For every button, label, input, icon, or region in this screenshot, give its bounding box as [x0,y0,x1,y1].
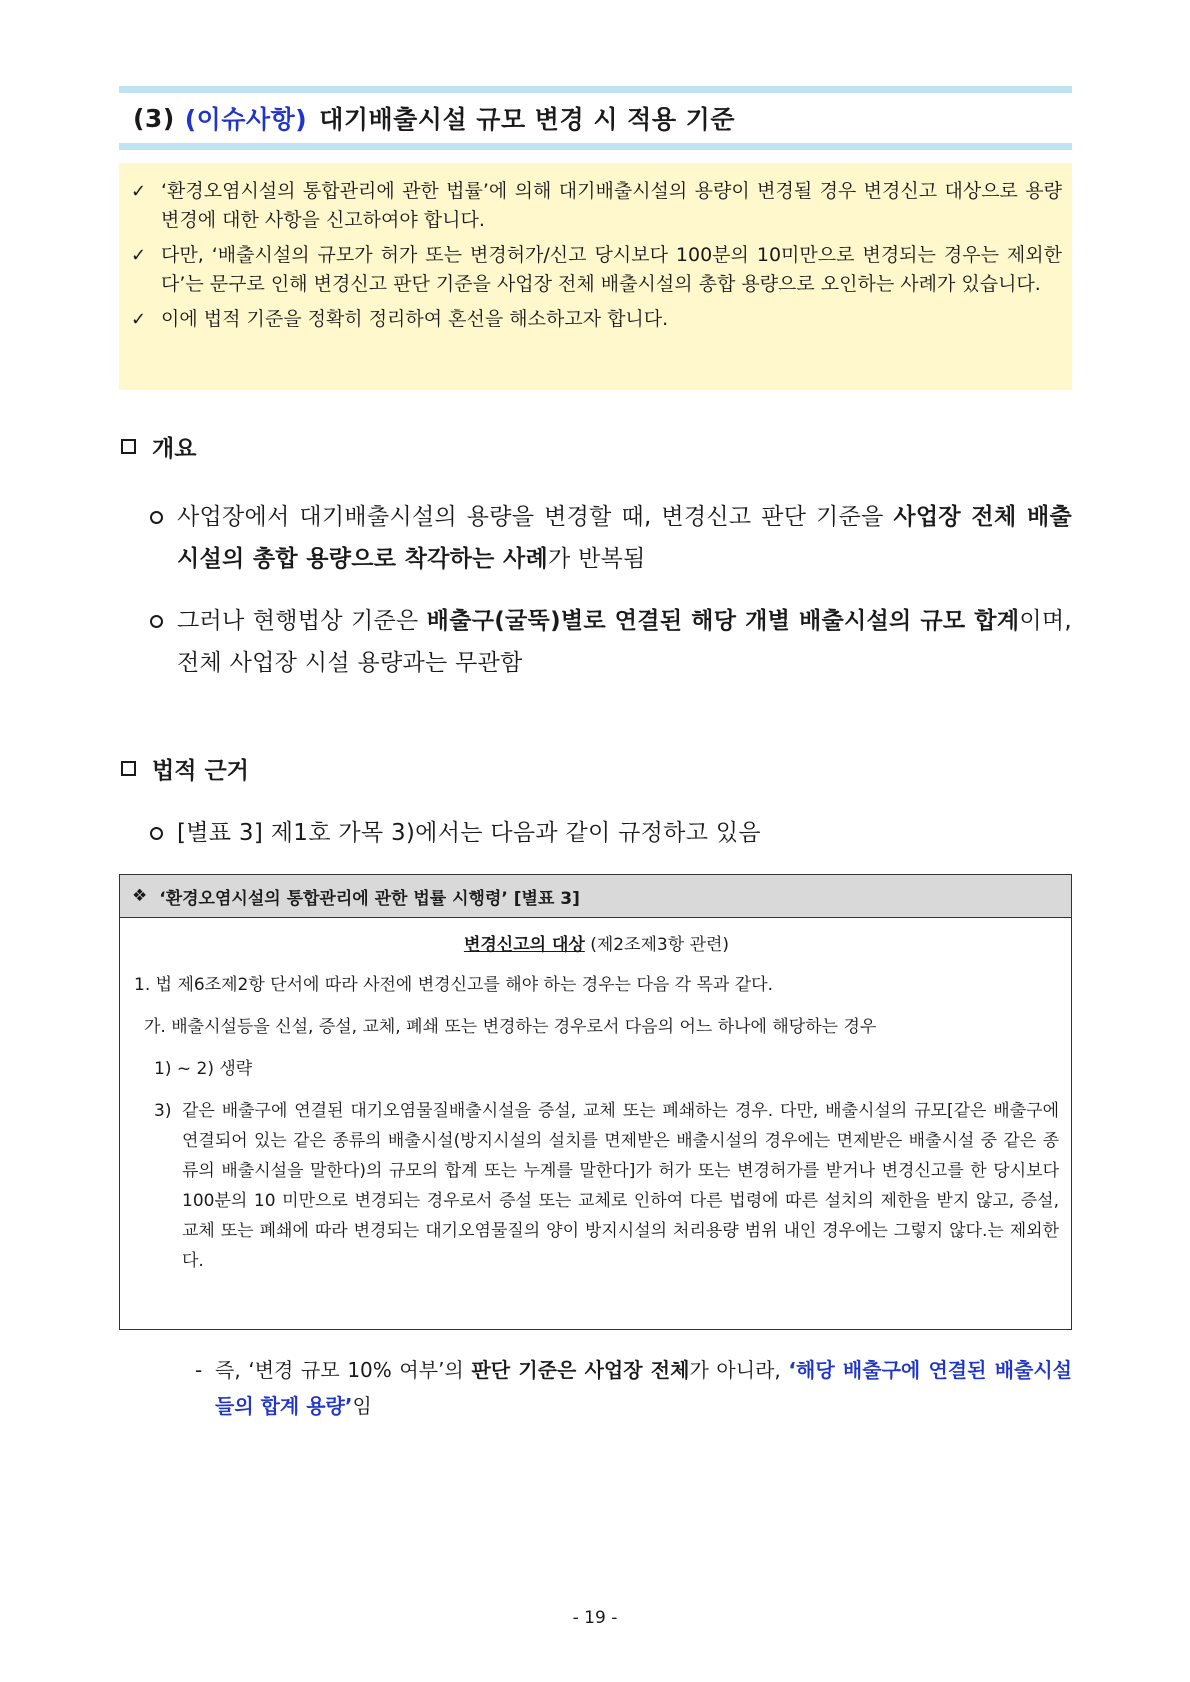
bold-text-run: 배출구(굴뚝)별로 연결된 해당 개별 배출시설의 규모 합계 [426,608,1020,634]
check-icon: ✓ [131,181,147,202]
diamond-icon: ❖ [132,886,148,906]
blue-bold-text-run: ‘해당 배출구에 연결된 배출시설들의 합계 용량’ [215,1358,1072,1418]
law-paragraph-text: 같은 배출구에 연결된 대기오염물질배출시설을 증설, 교체 또는 폐쇄하는 경우. 다만, 배출시설의 규모[같은 배출구에 연결되어 있는 같은 종류의 배출시설(방지시설의 설치를 면제받은 배출시설의 경우에는 면제받은 배출시설 중 같은 종류의 배출시설을 말한다)의 규모의 합계 또는 누계를 말한다]가 허가 또는 변경허가를 받거나 변경신고를 한 당시보다 100분의 10 미만으로 변경되는 경우로서 증설 또는 교체로 인하여 다른 법령에 따른 설치의 제한을 받지 않고, 증설, 교체 또는 폐쇄에 따라 변경되는 대기오염물질의 양이 방지시설의 처리용량 범위 내인 경우에는 그렇지 않다.는 제외한다. [182,1101,1059,1271]
check-icon: ✓ [131,245,147,266]
overview-bullet-text [177,496,1072,580]
legal-bullet-text: [별표 3] 제1호 가목 3)에서는 다음과 같이 규정하고 있음 [177,820,761,846]
bold-text-run: 사업장 전체 배출시설의 총합 용량으로 착각하는 사례 [177,504,1072,572]
law-box-body [120,918,1071,1276]
law-line-2: 가. 배출시설등을 신설, 증설, 교체, 폐쇄 또는 변경하는 경우로서 다음의 어느 하나에 해당하는 경우 [144,1017,877,1037]
law-paragraph-3 [134,1096,1059,1276]
legal-heading-text: 법적 근거 [152,758,249,784]
conclusion-note [195,1352,1072,1424]
law-box-header [120,875,1071,918]
title-text: 대기배출시설 규모 변경 시 적용 기준 [319,105,735,134]
title-number: (3) [133,103,175,133]
checkbox-square-icon [121,761,136,776]
legal-bullet [150,812,1072,854]
circle-bullet-icon [150,615,163,628]
section-title-bar [119,86,1072,150]
page-number: - 19 - [572,1608,618,1628]
text-run: 가 반복됨 [548,546,646,572]
overview-bullet-2 [150,600,1072,684]
law-excerpt-box [119,874,1072,1330]
summary-item [131,177,1062,235]
law-line-1: 1. 법 제6조제2항 단서에 따라 사전에 변경신고를 해야 하는 경우는 다음 각 목과 같다. [134,975,774,995]
summary-item [131,241,1062,299]
text-run: 이며, 전체 사업장 시설 용량과는 무관함 [177,608,1073,676]
law-box-header-text: ‘환경오염시설의 통합관리에 관한 법률 시행령’ [별표 3] [159,888,580,909]
title-bottom-rule [119,143,1072,150]
conclusion-text [215,1352,1072,1424]
law-sub-title [134,930,1059,960]
overview-heading [121,430,196,463]
bold-text-run: 판단 기준은 사업장 전체 [471,1358,690,1382]
law-sub-title-main: 변경신고의 대상 [463,935,585,955]
checkbox-square-icon [121,439,136,454]
law-line-3: 1) ~ 2) 생략 [154,1059,253,1079]
law-sub-title-ref: (제2조제3항 관련) [584,935,730,955]
text-run: 가 아니라, [689,1358,789,1382]
legal-heading [121,752,249,785]
overview-bullet-text [177,600,1072,684]
summary-item [131,305,1062,334]
section-title [119,93,1072,143]
circle-bullet-icon [150,511,163,524]
law-paragraph-label: 3) [154,1101,172,1121]
overview-heading-text: 개요 [152,436,197,462]
text-run: 사업장에서 대기배출시설의 용량을 변경할 때, 변경신고 판단 기준을 [177,504,894,530]
summary-text: 다만, ‘배출시설의 규모가 허가 또는 변경허가/신고 당시보다 100분의 10미만으로 변경되는 경우는 제외한다’는 문구로 인해 변경신고 판단 기준을 사업장 전체 배출시설의 총합 용량으로 오인하는 사례가 있습니다. [161,244,1062,295]
dash-bullet: - [195,1358,203,1382]
check-icon: ✓ [131,309,147,330]
summary-box [119,163,1072,390]
circle-bullet-icon [150,827,163,840]
text-run: 임 [352,1394,372,1418]
overview-bullet-1 [150,496,1072,580]
summary-text: ‘환경오염시설의 통합관리에 관한 법률’에 의해 대기배출시설의 용량이 변경될 경우 변경신고 대상으로 용량 변경에 대한 사항을 신고하여야 합니다. [161,180,1062,231]
title-top-rule [119,86,1072,93]
text-run: 그러나 현행법상 기준은 [177,608,427,634]
summary-text: 이에 법적 기준을 정확히 정리하여 혼선을 해소하고자 합니다. [161,308,669,330]
title-issue-tag: (이슈사항) [184,105,308,134]
text-run: 즉, ‘변경 규모 10% 여부’의 [215,1358,472,1382]
